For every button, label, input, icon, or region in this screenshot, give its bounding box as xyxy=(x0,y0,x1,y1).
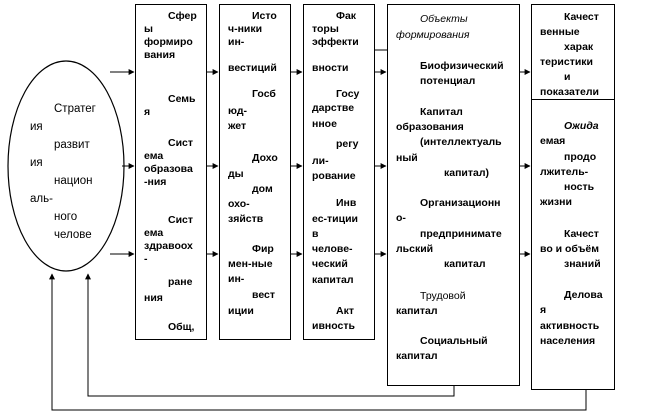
col3-header-4: вности xyxy=(312,62,349,74)
col5-activity-4: населения xyxy=(540,335,596,347)
col2-firm-4: вест xyxy=(252,289,275,301)
col4-header-2: формирования xyxy=(396,29,470,41)
col1-header-4: вания xyxy=(144,49,176,61)
col1-edu-1: Сист xyxy=(168,137,194,149)
col4-edu-5: капитал) xyxy=(444,167,490,179)
col3-gov-4: регу xyxy=(336,138,359,150)
col1-header-1: Сфер xyxy=(168,10,197,22)
col5-activity-2: я xyxy=(540,304,547,316)
col1-health-3: здравоох xyxy=(144,240,193,252)
col5-life-6: жизни xyxy=(540,196,572,208)
col3-header-1: Фак xyxy=(336,10,357,22)
col3-activity-1: Акт xyxy=(336,305,354,317)
col5-header-4: теристики xyxy=(540,56,593,68)
col3-gov-3: нное xyxy=(312,118,337,130)
col4-org-4: льский xyxy=(396,243,434,255)
col4-org-2: о- xyxy=(396,212,406,224)
col2-household-4: охо- xyxy=(228,198,250,210)
col3-header-3: эффекти xyxy=(312,36,359,48)
col3-activity-2: ивность xyxy=(312,320,355,332)
col1-health-5: ране xyxy=(168,276,193,288)
col4-edu-2: образования xyxy=(396,121,464,133)
col2-firm-2: мен-ные xyxy=(228,258,273,270)
oval-line-1: Стратег xyxy=(54,103,96,115)
col3-invest-4: челове- xyxy=(312,243,353,255)
col2-budget-3: жет xyxy=(228,120,247,132)
col5-knowledge-1: Качест xyxy=(564,228,599,240)
col3-gov-2: дарстве xyxy=(312,102,355,114)
oval-line-3: развит xyxy=(54,139,90,151)
col5-activity-3: активность xyxy=(540,320,600,332)
col3-gov-1: Госу xyxy=(336,88,360,100)
col2-header-1: Исто xyxy=(252,10,277,22)
col5-knowledge-2: во и объём xyxy=(540,243,600,255)
col4-edu-4: ный xyxy=(396,152,418,164)
oval-line-7: ного xyxy=(54,211,78,223)
col3-invest-1: Инв xyxy=(336,197,357,209)
col2-firm-1: Фир xyxy=(252,243,274,255)
col1-header-2: ы xyxy=(144,23,153,35)
col1-society-1: Общ, xyxy=(168,321,195,333)
col2-firm-5: иции xyxy=(228,305,254,317)
col3-gov-5: ли- xyxy=(312,155,329,167)
col4-edu-1: Капитал xyxy=(420,106,463,118)
col2-household-1: Дохо xyxy=(252,152,278,164)
col1-edu-4: -ния xyxy=(144,176,167,188)
col1-edu-2: ема xyxy=(144,150,164,162)
col5-activity-1: Делова xyxy=(564,289,603,301)
col4-social-1: Социальный xyxy=(420,335,488,347)
col1-family-1: Семь xyxy=(168,93,196,105)
col2-firm-3: ин- xyxy=(228,273,245,285)
col3-invest-5: ческий xyxy=(312,258,348,270)
col3-invest-6: капитал xyxy=(312,274,354,286)
col3-gov-6: рование xyxy=(312,170,356,182)
col1-edu-3: образова xyxy=(144,163,193,175)
col4-header-1: Объекты xyxy=(420,13,468,25)
col2-budget-2: юд- xyxy=(228,105,247,117)
col4-org-5: капитал xyxy=(444,258,486,270)
oval-line-2: ия xyxy=(30,121,43,133)
col4-org-1: Организационн xyxy=(420,197,501,209)
col3-invest-2: ес-тиции xyxy=(312,213,358,225)
col4-labor-2: капитал xyxy=(396,305,438,317)
oval-line-4: ия xyxy=(30,157,43,169)
col1-health-4: - xyxy=(144,253,148,265)
col5-life-2: емая xyxy=(540,135,566,147)
col1-family-2: я xyxy=(144,106,151,118)
col1-health-6: ния xyxy=(144,292,163,304)
col2-header-4: вестиций xyxy=(228,62,277,74)
col2-household-3: дом xyxy=(252,183,273,195)
col4-labor-1: Трудовой xyxy=(420,290,466,302)
oval-line-5: национ xyxy=(54,175,93,187)
col2-header-2: ч-ники xyxy=(228,23,263,35)
col2-household-5: зяйств xyxy=(228,213,264,225)
col2-household-2: ды xyxy=(228,168,244,180)
col5-header-2: венные xyxy=(540,26,580,38)
col4-edu-3: (интеллектуаль xyxy=(420,136,502,148)
col5-header-1: Качест xyxy=(564,11,599,23)
col2-budget-1: Госб xyxy=(252,88,276,100)
col5-header-3: харак xyxy=(564,41,594,53)
oval-line-8: челове xyxy=(54,229,92,241)
col3-header-2: торы xyxy=(312,23,339,35)
col1-health-1: Сист xyxy=(168,214,194,226)
col5-life-5: ность xyxy=(564,181,595,193)
col5-knowledge-3: знаний xyxy=(564,258,601,270)
col5-life-1: Ожида xyxy=(564,120,599,132)
oval-line-6: аль- xyxy=(30,193,53,205)
col5-header-6: показатели xyxy=(540,86,600,98)
col1-health-2: ема xyxy=(144,227,164,239)
col4-social-2: капитал xyxy=(396,350,438,362)
col5-header-5: и xyxy=(564,71,571,83)
col5-life-3: продо xyxy=(564,151,597,163)
col3-invest-3: в xyxy=(312,228,319,240)
col1-header-3: формиро xyxy=(144,36,193,48)
col2-header-3: ин- xyxy=(228,36,245,48)
col5-life-4: лжитель- xyxy=(540,166,589,178)
col4-bio-2: потенциал xyxy=(420,75,476,87)
col4-org-3: предпринимате xyxy=(420,228,502,240)
col4-bio-1: Биофизический xyxy=(420,60,504,72)
